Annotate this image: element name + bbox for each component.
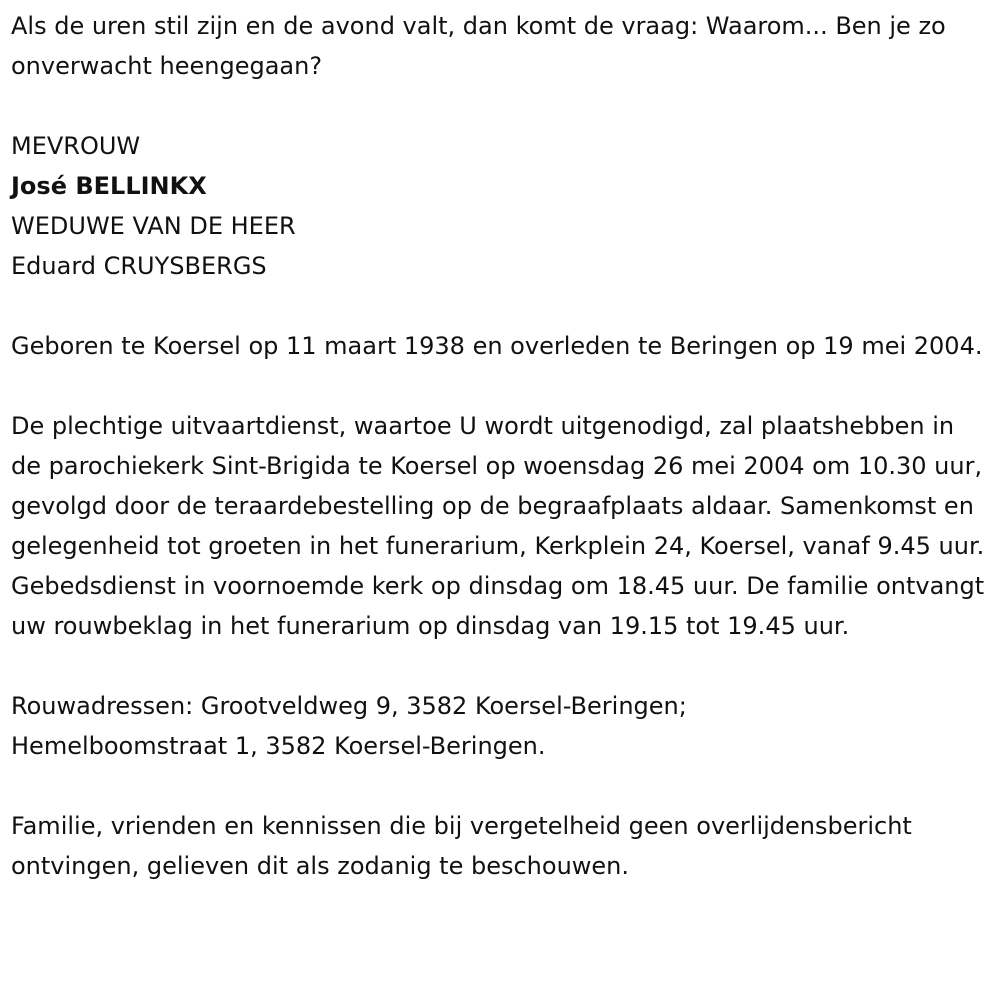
ceremony-paragraph: De plechtige uitvaartdienst, waartoe U wordt uitgenodigd, zal plaatshebben in de parochiekerk Sint-Brigida te Koersel op woensdag 26 mei 2004 om 10.30 uur, gevolgd door de teraardebestelling op de begraafplaats aldaar. Samenkomst en gelegenheid tot groeten in het funerarium, Kerkplein 24, Koersel, vanaf 9.45 uur. Gebedsdienst in voornoemde kerk op dinsdag om 18.45 uur. De familie ontvangt uw rouwbeklag in het funerarium op dinsdag van 19.15 tot 19.45 uur. [11, 412, 985, 640]
spacer [11, 366, 991, 406]
birth-death-paragraph: Geboren te Koersel op 11 maart 1938 en overleden te Beringen op 19 mei 2004. [11, 332, 983, 360]
intro-verse: Als de uren stil zijn en de avond valt, dan komt de vraag: Waarom... Ben je zo onverwacht heengegaan? [11, 12, 946, 80]
spouse-name: Eduard CRUYSBERGS [11, 252, 267, 280]
spacer [11, 646, 991, 686]
address-line-1: Rouwadressen: Grootveldweg 9, 3582 Koersel-Beringen; [11, 692, 687, 720]
spacer [11, 766, 991, 806]
deceased-name: José BELLINKX [11, 172, 207, 200]
closing-paragraph: Familie, vrienden en kennissen die bij vergetelheid geen overlijdensbericht ontvingen, gelieven dit als zodanig te beschouwen. [11, 812, 912, 880]
address-line-2: Hemelboomstraat 1, 3582 Koersel-Beringen. [11, 732, 546, 760]
obituary-document [11, 6, 991, 886]
spacer [11, 286, 991, 326]
honorific: MEVROUW [11, 132, 141, 160]
relation-label: WEDUWE VAN DE HEER [11, 212, 296, 240]
spacer [11, 86, 991, 126]
